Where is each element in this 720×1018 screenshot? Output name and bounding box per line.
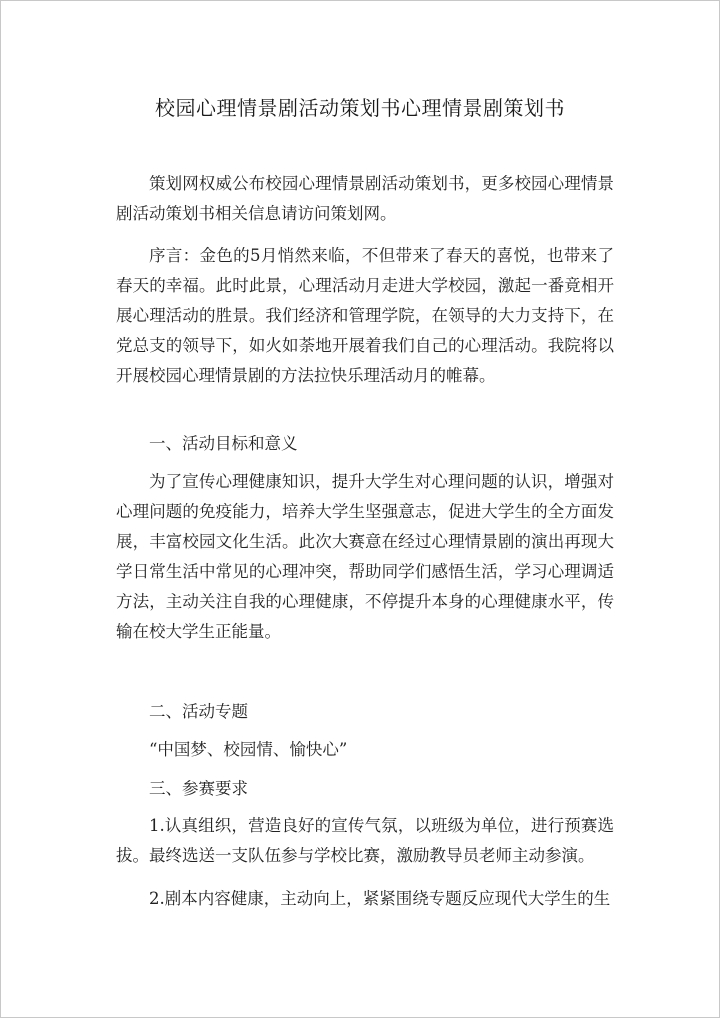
theme-text: “中国梦、校园情、愉快心”: [149, 740, 348, 759]
goals-paragraph: 为了宣传心理健康知识，提升大学生对心理问题的认识，增强对心理问题的免疫能力，培养大学生坚强意志，促进大学生的全方面发展，丰富校园文化生活。此次大赛意在经过心理情景剧的演出再现大学日常生活中常见的心理冲突，帮助同学们感悟生活，学习心理调适方法，主动关注自我的心理健康，不停提升本身的心理健康水平，传输在校大学生正能量。: [116, 472, 614, 641]
section-heading-requirements: 三、参赛要求: [149, 779, 248, 798]
section-heading-goals: 一、活动目标和意义: [149, 434, 298, 453]
requirement-item-1: 1.认真组织，营造良好的宣传气氛，以班级为单位，进行预赛选拔。最终选送一支队伍参与学校比赛，激励教导员老师主动参演。: [116, 816, 614, 865]
preface-paragraph: 序言：金色的5月悄然来临，不但带来了春天的喜悦，也带来了春天的幸福。此时此景，心理活动月走进大学校园，激起一番竟相开展心理活动的胜景。我们经济和管理学院，在领导的大力支持下，在党总支的领导下，如火如荼地开展着我们自己的心理活动。我院将以开展校园心理情景剧的方法拉快乐理活动月的帷幕。: [116, 246, 614, 385]
intro-paragraph: 策划网权威公布校园心理情景剧活动策划书，更多校园心理情景剧活动策划书相关信息请访问策划网。: [116, 174, 614, 223]
document-title: 校园心理情景剧活动策划书心理情景剧策划书: [155, 96, 565, 120]
section-heading-theme: 二、活动专题: [149, 702, 248, 721]
requirement-item-2: 2.剧本内容健康，主动向上，紧紧围绕专题反应现代大学生的生: [149, 889, 611, 908]
